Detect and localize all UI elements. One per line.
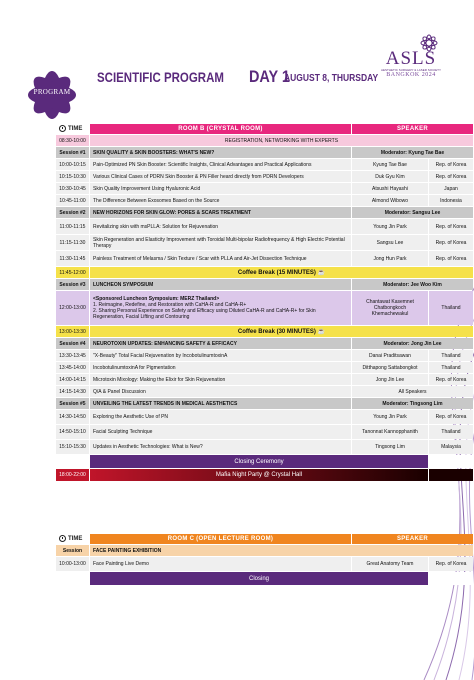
break-row: 13:00-13:30 Coffee Break (30 MINUTES) ☕ xyxy=(56,326,473,337)
asls-logo xyxy=(376,34,446,94)
table-row: 11:30-11:45 Painless Treatment of Melasma / Skin Texture / Scar with PLLA and Air-Jet Dissection Technique Jong Hun Park Rep. of Korea xyxy=(56,251,473,266)
room-b-header: ROOM B (CRYSTAL ROOM) xyxy=(90,124,351,134)
table-row: 14:00-14:15 Microtoxin Mixology: Making the Elixir for Skin Rejuvenation Jong Jin Lee Rep. of Korea xyxy=(56,374,473,385)
table-row: 13:45-14:00 IncobotulinumtoxinA for Pigmentation Ditthapong Sattabongkot Thailand xyxy=(56,362,473,373)
page-title: SCIENTIFIC PROGRAM xyxy=(97,69,224,85)
table-row: 11:00-11:15 Revitalizing skin with msPLLA: Solution for Rejuvenation Young Jin Park Rep. of Korea xyxy=(56,219,473,234)
time-header: TIME xyxy=(56,534,89,544)
table-row: 14:50-15:10 Facial Sculpting Technique Tanonnat Kannopphanith Thailand xyxy=(56,425,473,439)
table-row: 08:30-10:00 REGISTRATION, NETWORKING WITH EXPERTS xyxy=(56,135,473,146)
table-row: 14:15-14:30 Q/A & Panel Discussion All Speakers xyxy=(56,386,473,397)
coffee-icon: ☕ xyxy=(317,328,326,335)
table-row: 10:00-10:15 Pain-Optimized PN Skin Booster: Scientific Insights, Clinical Advantages and Practical Applications Kyung Tae Bae Rep. of Korea xyxy=(56,159,473,170)
table-row: 10:15-10:30 Various Clinical Cases of PDRN Skin Booster & PN Filler heard directly from PDRN Developers Duk Gyu Kim Rep. of Korea xyxy=(56,171,473,182)
table-row: 11:15-11:30 Skin Regeneration and Elasticity Improvement with Toroidal Multi-bipolar Radiofrequency & High Electric Potential Therapy Sangsu Lee Rep. of Korea xyxy=(56,235,473,250)
table-header-row xyxy=(56,124,473,134)
clock-icon xyxy=(59,125,66,132)
session-row: Session FACE PAINTING EXHIBITION xyxy=(56,545,473,556)
logo-city: BANGKOK 2024 xyxy=(386,72,436,78)
table-row: 10:30-10:45 Skin Quality Improvement Using Hyaluronic Acid Atsushi Hayashi Japan xyxy=(56,183,473,194)
speaker-header: SPEAKER xyxy=(352,124,473,134)
closing-ceremony-row: Closing Ceremony xyxy=(56,455,473,468)
time-header: TIME xyxy=(56,124,89,134)
table-header-row xyxy=(56,534,473,544)
table-row: 15:10-15:30 Updates in Aesthetic Technologies: What is New? Tingsong Lim Malaysia xyxy=(56,440,473,454)
table-row: 13:30-13:45 "X-Beauty" Total Facial Rejuvenation by IncobotulinumtoxinA Danai Praditsawan Thailand xyxy=(56,350,473,361)
session-row: Session #4 NEUROTOXIN UPDATES: ENHANCING SAFETY & EFFICACY Moderator: Jong Jin Lee xyxy=(56,338,473,349)
mafia-night-row: 18:00-22:00 Mafia Night Party @ Crystal Hall xyxy=(56,469,473,481)
room-b-schedule-table xyxy=(55,123,474,482)
logo-subtitle: AESTHETIC SURGERY & LASER SOCIETY xyxy=(381,68,441,72)
table-row: 14:30-14:50 Exploring the Aesthetic Use of PN Young Jin Park Rep. of Korea xyxy=(56,410,473,424)
coffee-icon: ☕ xyxy=(317,269,326,276)
room-c-schedule-table xyxy=(55,533,474,586)
session-row: Session #2 NEW HORIZONS FOR SKIN GLOW: PORES & SCARS TREATMENT Moderator: Sangsu Lee xyxy=(56,207,473,218)
speaker-header: SPEAKER xyxy=(352,534,473,544)
session-row: Session #3 LUNCHEON SYMPOSIUM Moderator: Jee Woo Kim xyxy=(56,279,473,290)
room-c-header: ROOM C (OPEN LECTURE ROOM) xyxy=(90,534,351,544)
break-row: 11:45-12:00 Coffee Break (15 MINUTES) ☕ xyxy=(56,267,473,278)
closing-row: Closing xyxy=(56,572,473,585)
day-label: DAY 1 xyxy=(249,67,290,86)
session-row: Session #1 SKIN QUALITY & SKIN BOOSTERS: WHAT'S NEW? Moderator: Kyung Tae Bae xyxy=(56,147,473,158)
symposium-row: 12:00-13:00 <Sponsored Luncheon Symposium: MERZ Thailand> 1. Reimagine, Redefine, and Restoration with CaHA-R and CaHA-R+ 2. Sharing Personal Experience on Safety and Efficacy using Diluted CaHA-R and CaHA-R+ for Skin Regeneration, Facial Lifting and Contouring Chantawat Kasemnet Chatbongkoch Khemachewakul Thailand xyxy=(56,291,473,325)
program-badge-label: PROGRAM xyxy=(33,88,71,96)
table-row: 10:45-11:00 The Difference Between Exosomes Based on the Source Almond Wibowo Indonesia xyxy=(56,195,473,206)
session-row: Session #5 UNVEILING THE LATEST TRENDS IN MEDICAL AESTHETICS Moderator: Tingsong Lim xyxy=(56,398,473,409)
clock-icon xyxy=(59,535,66,542)
logo-text: ASLS xyxy=(385,48,437,69)
date-label: AUGUST 8, THURSDAY xyxy=(284,73,379,84)
table-row: 10:00-13:00 Face Painting Live Demo Great Anatomy Team Rep. of Korea xyxy=(56,557,473,571)
